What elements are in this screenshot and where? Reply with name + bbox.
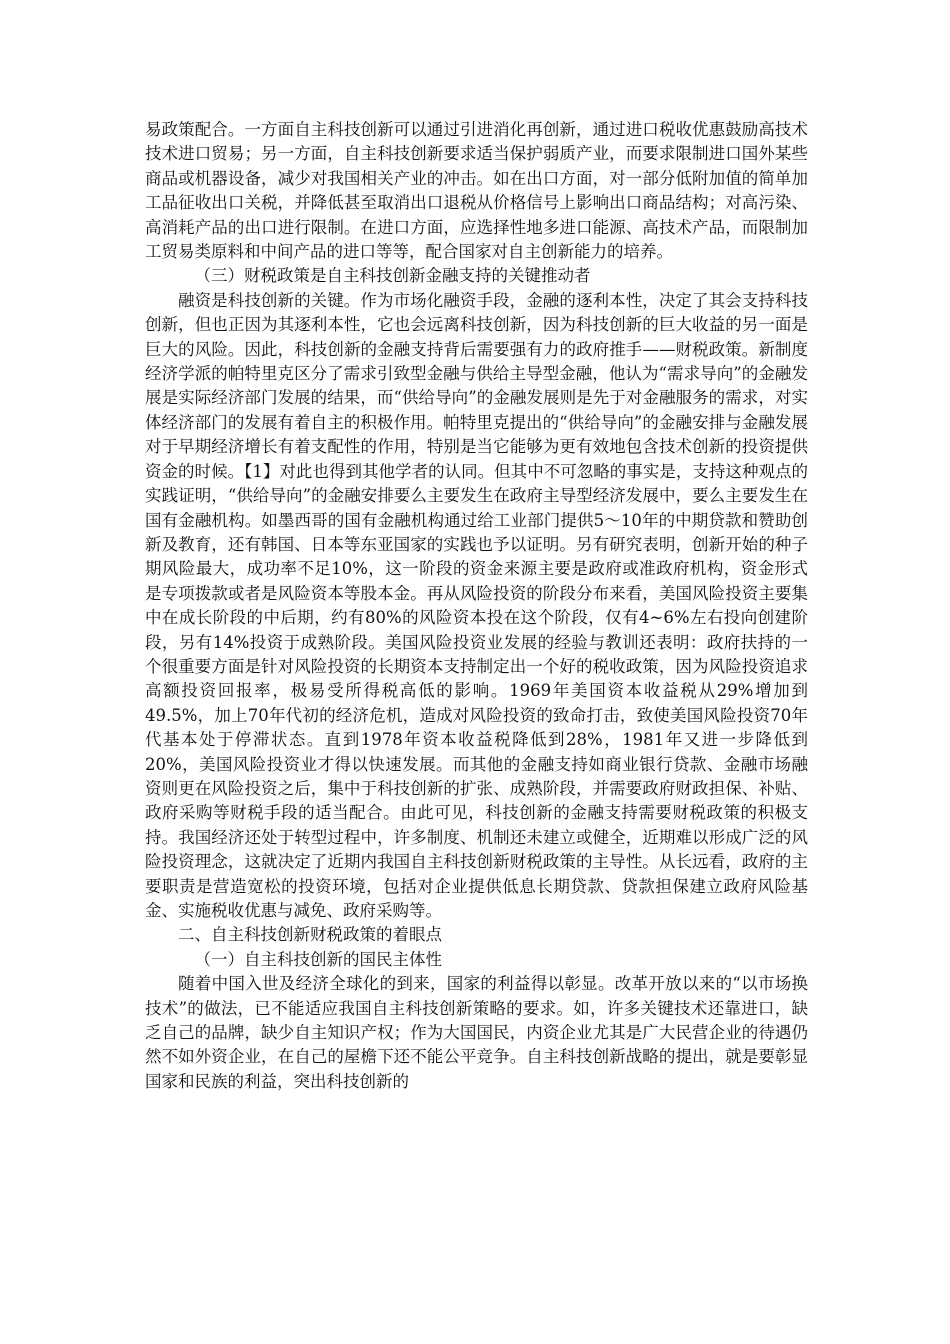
paragraph-wto-globalization: 随着中国入世及经济全球化的到来，国家的利益得以彰显。改革开放以来的“以市场换技术”的做法，已不能适应我国自主科技创新策略的要求。如，许多关键技术还靠进口，缺乏自己的品牌，缺少自主知识产权；作为大国国民，内资企业尤其是广大民营企业的待遇仍然不如外资企业，在自己的屋檐下还不能公平竞争。自主科技创新战略的提出，就是要彰显国家和民族的利益，突出科技创新的 — [145, 974, 808, 1091]
section-heading-national-subject: （一）自主科技创新的国民主体性 — [194, 949, 442, 969]
paragraph-trade-policy: 易政策配合。一方面自主科技创新可以通过引进消化再创新，通过进口税收优惠鼓励高技术技术进口贸易；另一方面，自主科技创新要求适当保护弱质产业，而要求限制进口国外某些商品或机器设备，减少对我国相关产业的冲击。如在出口方面，对一部分低附加值的简单加工品征收出口关税，并降低甚至取消出口退税从价格信号上影响出口商品结构；对高污染、高消耗产品的出口进行限制。在进口方面，应选择性地多进口能源、高技术产品，而限制加工贸易类原料和中间产品的进口等等，配合国家对自主创新能力的培养。 — [145, 120, 808, 262]
document-page — [145, 118, 808, 1094]
section-heading-focus-points: 二、自主科技创新财税政策的着眼点 — [178, 925, 442, 945]
section-heading-fiscal-finance: （三）财税政策是自主科技创新金融支持的关键推动者 — [194, 266, 591, 286]
paragraph-financing: 融资是科技创新的关键。作为市场化融资手段，金融的逐利本性，决定了其会支持科技创新，但也正因为其逐利本性，它也会远离科技创新，因为科技创新的巨大收益的另一面是巨大的风险。因此，科技创新的金融支持背后需要强有力的政府推手——财税政策。新制度经济学派的帕特里克区分了需求引致型金融与供给主导型金融，他认为“需求导向”的金融发展是实际经济部门发展的结果，而“供给导向”的金融发展则是先于对金融服务的需求，对实体经济部门的发展有着自主的积极作用。帕特里克提出的“供给导向”的金融安排与金融发展对于早期经济增长有着支配性的作用，特别是当它能够为更有效地包含技术创新的投资提供资金的时候。【1】对此也得到其他学者的认同。但其中不可忽略的事实是，支持这种观点的实践证明，“供给导向”的金融安排要么主要发生在政府主导型经济发展中，要么主要发生在国有金融机构。如墨西哥的国有金融机构通过给工业部门提供5～10年的中期贷款和赞助创新及教育，还有韩国、日本等东亚国家的实践也予以证明。另有研究表明，创新开始的种子期风险最大，成功率不足10%，这一阶段的资金来源主要是政府或准政府机构，资金形式是专项拨款或者是风险资本等股本金。再从风险投资的阶段分布来看，美国风险投资主要集中在成长阶段的中后期，约有80%的风险资本投在这个阶段，仅有4~6%左右投向创建阶段，另有14%投资于成熟阶段。美国风险投资业发展的经验与教训还表明：政府扶持的一个很重要方面是针对风险投资的长期资本支持制定出一个好的税收政策，因为风险投资追求高额投资回报率，极易受所得税高低的影响。1969年美国资本收益税从29%增加到49.5%，加上70年代初的经济危机，造成对风险投资的致命打击，致使美国风险投资70年代基本处于停滞状态。直到1978年资本收益税降低到28%，1981年又进一步降低到20%，美国风险投资业才得以快速发展。而其他的金融支持如商业银行贷款、金融市场融资则更在风险投资之后，集中于科技创新的扩张、成熟阶段，并需要政府财政担保、补贴、政府采购等财税手段的适当配合。由此可见，科技创新的金融支持需要财税政策的积极支持。我国经济还处于转型过程中，许多制度、机制还未建立或健全，近期难以形成广泛的风险投资理念，这就决定了近期内我国自主科技创新财税政策的主导性。从长远看，政府的主要职责是营造宽松的投资环境，包括对企业提供低息长期贷款、贷款担保建立政府风险基金、实施税收优惠与减免、政府采购等。 — [145, 290, 808, 920]
